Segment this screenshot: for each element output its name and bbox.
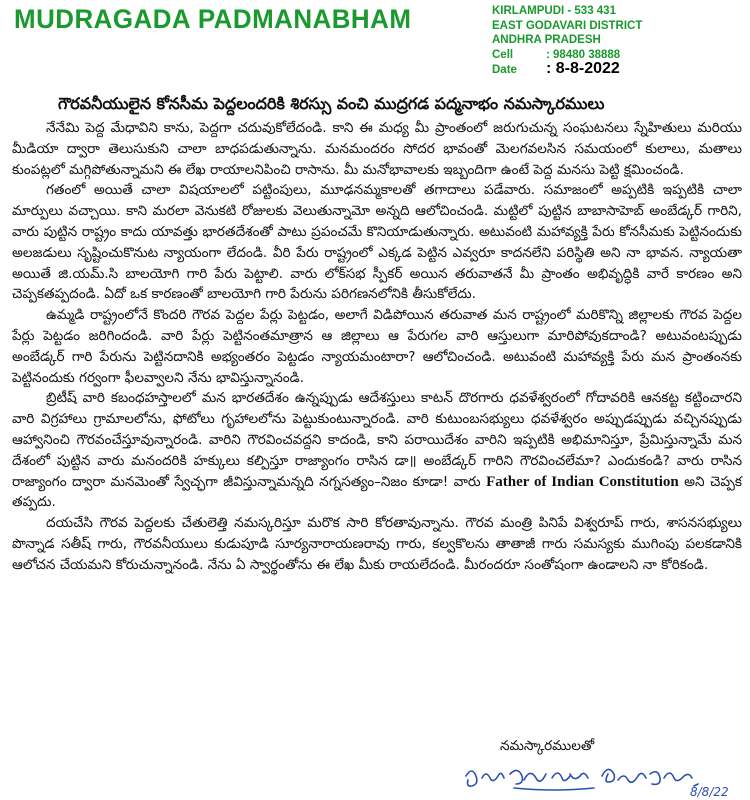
date-row [492, 62, 742, 78]
paragraph [12, 388, 742, 513]
paragraph: నేనేమి పెద్ద మేధావిని కాను, పెద్దగా చదువుకోలేదండి. కాని ఈ మధ్య మీ ప్రాంతంలో జరుగుచున్న సంఘటనలు స్నేహితులు మరియు మీడియా ద్వారా తెలుసుకుని చాలా బాధపడుతున్నాను. మనమందరం సోదర భావంతో మెలగవలసిన సమయంలో కులాలు, మతాలు కుంపట్లలో మగ్గిపోతున్నామని ఈ లేఖ రాయాలనిపించి రాసాను. మీ మనోభావాలకు ఇబ్బందిగా ఉంటే పెద్ద మనసు పెట్టి క్షమించండి. [12, 120, 742, 178]
constitution-phrase: Father of Indian Constitution [486, 473, 679, 490]
paragraph-text: బ్రిటీష్ వారి కబంధహస్తాలలో మన భారతదేశం ఉన్నప్పుడు ఆదేశస్తులు కాటన్ దొరగారు ధవళేశ్వరంలో గోదావరికి ఆనకట్ట కట్టించారని వారి విగ్రహాలు గ్రామాలలోను, ఫోటోలు గృహాలలోను పెట్టుకుంటున్నారండి. వారి కుటుంబసభ్యులు ధవళేశ్వరం అప్పుడప్పుడు వచ్చినప్పుడు ఆహ్వానించి గౌరవంచేస్తూవున్నారండి. వారిని గౌరవించవద్దని కాదండి, కాని పరాయిదేశం వారిని ఇప్పటికి అభిమానిస్తూ, ప్రేమిస్తున్నామే మన దేశంలో పుట్టిన వారు మనందరికి హక్కులు కల్పిస్తూ రాజ్యాంగం రాసిన డా॥ అంబేడ్కర్ గారిని గౌరవించలేమా? ఎందుకండి? వారు రాసిన రాజ్యాంగం ద్వారా మనమెంతో స్వేచ్ఛగా జీవిస్తున్నామన్నది నగ్నసత్యం–నిజం కూడా! వారు [12, 390, 742, 490]
letter-heading: గౌరవనీయులైన కోనసీమ పెద్దలందరికి శిరస్సు వంచి ముద్రగడ పద్మనాభం నమస్కారములు [58, 94, 605, 113]
date-label: Date [492, 64, 517, 76]
address-line: ANDHRA PRADESH [492, 34, 601, 46]
address-line: KIRLAMPUDI - 533 431 [492, 5, 616, 17]
letter-body [12, 118, 742, 576]
letterhead [0, 0, 750, 82]
paragraph: దయచేసి గౌరవ పెద్దలకు చేతులెత్తి నమస్కరిస్తూ మరొక సారి కోరతావున్నాను. గౌరవ మంత్రి పినిపే విశ్వరూప్ గారు, శాసనసభ్యులు పొన్నాడ సతీష్ గారు, గౌరవనీయులు కుడుపూడి సూర్యనారాయణరావు గారు, కల్వకొలను తాతాజీ గారు సమస్యకు ముగింపు పలకడానికి ఆలోచన చేయమని కోరుచున్నానండి. నేను ఏ స్వార్థంతోను ఈ లేఖ మీకు రాయలేదండి. మీరందరూ సంతోషంగా ఉండాలని నా కోరికండి. [12, 515, 742, 573]
paragraph: గతంలో అయితే చాలా విషయాలలో పట్టింపులు, మూఢనమ్మకాలతో తగాదాలు పడేవారు. సమాజంలో అప్పటికి ఇప్పటికి చాలా మార్పులు వచ్చాయి. కాని మరలా వెనుకటి రోజులకు వెలుతున్నామో అన్నది ఆలోచించండి. మట్టిలో పుట్టిన బాబాసాహెబ్ అంబేడ్కర్ గారిని, వారు పుట్టిన రాష్ట్రం కాదు యావత్తు భారతదేశంతో పాటు ప్రపంచమే కొనియాడుతున్నారు. అటువంటి మహావ్యక్తి పేరు కోనసీమకు పెట్టినందుకు అలజడులు సృష్టించుకొనుట న్యాయంగా లేదండి. వీరి పేరు రాష్ట్రంలో ఎక్కడ పెట్టిన ఎవ్వరూ కాదనలేని పరిస్థితి అని నా భావన. న్యాయతా అయితే జి.యమ్.సి బాలయోగి గారి పేరు పెట్టాలి. వారు లోక్‌సభ స్పీకర్ అయిన తరువాతనే మీ ప్రాంతం అభివృద్ధికి వారే కారణం అని చెప్పకతప్పదండి. ఏదో ఒక కారణంతో బాలయోగి గారి పేరును పరిగణనలోనికి తీసుకోలేదు. [12, 182, 742, 303]
handwritten-signature [452, 756, 742, 800]
signature-date: 8/8/22 [690, 785, 729, 799]
letterhead-address [492, 4, 742, 78]
constitution-suffix: అని చెప్పక తప్పదు. [12, 473, 743, 511]
cell-label: Cell [492, 48, 514, 61]
letterhead-name: MUDRAGADA PADMANABHAM [14, 4, 412, 34]
signature-name-text: ముద్రగడ పద్మనాభం [462, 782, 470, 783]
address-line: EAST GODAVARI DISTRICT [492, 19, 643, 32]
date-value: : 8-8-2022 [546, 60, 620, 77]
cell-number: : 98480 38888 [546, 48, 621, 61]
closing-salutation: నమస్కారములతో [500, 738, 595, 754]
paragraph: ఉమ్మడి రాష్ట్రంలోనే కొందరి గౌరవ పెద్దల పేర్లు పెట్టడం, అలాగే విడిపోయిన తరువాత మన రాష్ట్రంలో మరికొన్ని జిల్లాలకు గౌరవ పెద్దల పేర్లు పెట్టడం జరిగిందండి. వారి పేర్లు పెట్టినంతమాత్రాన ఆ జిల్లాలు ఆ పేరుగల వారి ఆస్తులుగా మారిపోవుకదాండి? అటువంటప్పుడు అంబేడ్కర్ గారి పేరును పెట్టినదానికి అభ్యంతరం పెట్టడం న్యాయమంటారా? ఆలోచించండి. అటువంటి మహావ్యక్తి పేరు మన ప్రాంతంనకు పెట్టినందుకు గర్వంగా ఫీలవ్వాలని నేను భావిస్తున్నానండి. [12, 307, 742, 386]
